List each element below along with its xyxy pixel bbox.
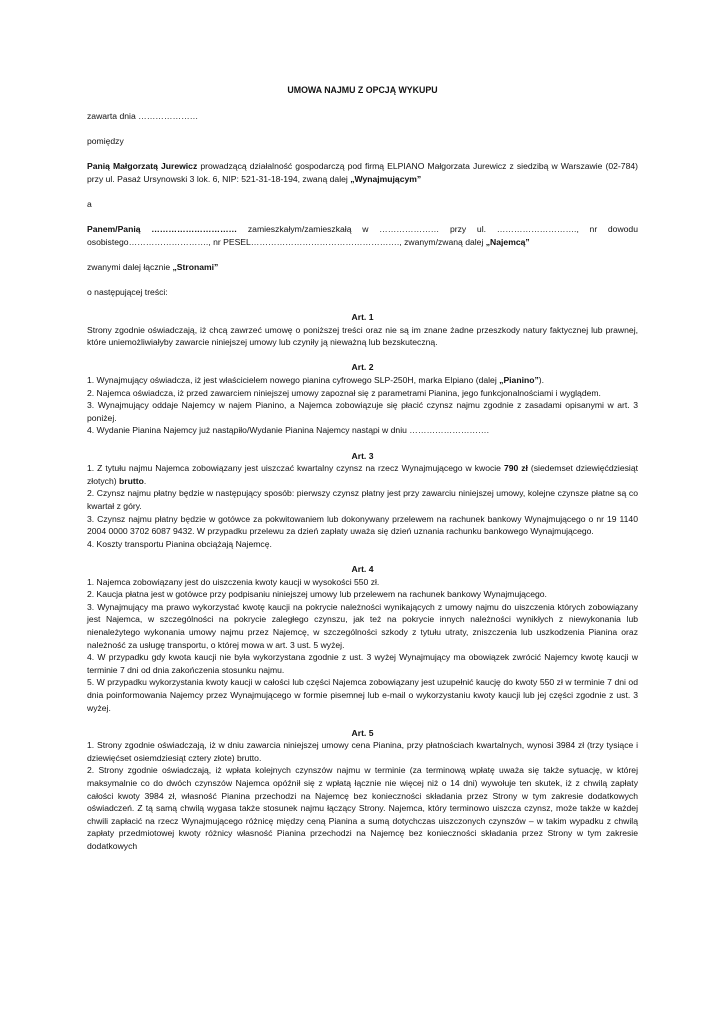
article-2-paragraph-3: 3. Wynajmujący oddaje Najemcy w najem Pianino, a Najemca zobowiązuje się płacić czynsz najmu zgodnie z zasadami opisanymi w art. 3 poniżej. [87,400,638,423]
lessee-details: zamieszkałym/zamieszkałą w ………………… przy ul. ………………………., nr dowodu osobistego………………………., nr PESEL……………………………………………., zwanym/zwaną dalej [87,223,638,247]
lessor-paragraph [87,160,638,185]
lessee-paragraph [87,223,638,248]
parties-prefix: zwanymi dalej łącznie [87,261,173,272]
lessee-alias: „Najemcą” [485,236,530,247]
article-2-heading: Art. 2 [351,362,374,373]
article-5 [87,727,638,853]
lessor-alias: „Wynajmującym” [350,173,422,184]
article-5-paragraph-2: 2. Strony zgodnie oświadczają, iż wpłata kolejnych czynszów najmu w terminie (za terminową wpłatę uważa się także sytuację, w której maksymalnie co do dwóch czynszów Najemca opóźnił się z wpłatą łącznie nie więcej niż o 14 dni) wywołuje ten skutek, iż z chwilą zapłaty całości kwoty 3984 zł, własność Pianina przechodzi na Najemcę bez konieczności składania przez Strony w tym zakresie dodatkowych oświadczeń. Z tą samą chwilą wygasa także stosunek najmu łączący Strony. Najemca, który terminowo uiszcza czynsz, może także w każdej chwili zapłacić na rzecz Wynajmującego różnicę między ceną Pianina a sumą dotychczas uiszczonych czynszów – w takim wypadku z chwilą zapłaty przedmiotowej kwoty różnicy własność Pianina przechodzi na Najemcę bez konieczności składania przez Strony w tym zakresie dodatkowych [87,765,638,852]
article-4-paragraph-3: 3. Wynajmujący ma prawo wykorzystać kwotę kaucji na pokrycie należności wynikających z umowy najmu do uiszczenia których zobowiązany jest Najemca, w szczególności na pokrycie zaległego czynszu, jak też na pokrycie innych należności wynikłych z niewykonania lub nienależytego wykonania umowy najmu przez Najemcę, w szczególności szkody z tytułu utraty, zniszczenia lub uszkodzenia Pianina oraz należność za usługę transportu, o której mowa w art. 3 ust. 5 wyżej. [87,601,638,650]
lessor-name: Panią Małgorzatą Jurewicz [87,160,198,171]
article-2-paragraph-2: 2. Najemca oświadcza, iż przed zawarciem niniejszej umowy zapoznał się z parametrami Pianina, jego funkcjonalnościami i wyglądem. [87,387,601,398]
contract-page [87,84,638,853]
article-4-paragraph-2: 2. Kaucja płatna jest w gotówce przy podpisaniu niniejszej umowy lub przelewem na rachunek bankowy Wynajmującego. [87,589,547,600]
article-2-p1-start: 1. Wynajmujący oświadcza, iż jest właścicielem nowego pianina cyfrowego SLP-250H, marka Elpiano (dalej [87,375,500,386]
article-3-p1-mid: (siedemset dziewięćdziesiąt złotych) [87,463,638,486]
document-title: UMOWA NAJMU Z OPCJĄ WYKUPU [287,85,438,95]
article-5-paragraph-1: 1. Strony zgodnie oświadczają, iż w dniu zawarcia niniejszej umowy cena Pianina, przy płatnościach kwartalnych, wynosi 3984 zł (trzy tysiące i dziewięćset osiemdziesiąt cztery złote) brutto. [87,740,638,763]
article-2-paragraph-1 [87,374,638,387]
article-3-paragraph-1 [87,462,638,487]
rent-amount: 790 zł [503,463,528,474]
parties-alias: „Stronami” [172,261,219,272]
article-4-paragraph-1: 1. Najemca zobowiązany jest do uiszczenia kwoty kaucji w wysokości 550 zł. [87,576,380,587]
article-1-paragraph-1: Strony zgodnie oświadczają, iż chcą zawrzeć umowę o poniższej treści oraz nie są im znane żadne przeszkody natury faktycznej lub prawnej, które uniemożliwiałyby zawarcie niniejszej umowy lub czyniły ją nieważną lub bezskuteczną. [87,324,638,348]
lessee-name: Panem/Panią [87,223,141,234]
article-3-p1-end: . [143,475,147,486]
article-4-paragraph-5: 5. W przypadku wykorzystania kwoty kaucji w całości lub części Najemca zobowiązany jest uzupełnić kaucję do kwoty 550 zł w terminie 7 dni od dnia poinformowania Najemcy przez Wynajmującego w formie pisemnej lub e-mail o wykorzystaniu kwoty kaucji lub jej części zgodnie z ust. 3 wyżej. [87,677,638,713]
lessor-details: prowadzącą działalność gospodarczą pod firmą ELPIANO Małgorzata Jurewicz z siedzibą w Warszawie (02-784) przy ul. Pasaż Ursynowski 3 lok. 6, NIP: 521-31-18-194, zwaną dalej [87,160,638,184]
article-2 [87,361,638,437]
article-3-paragraph-3: 3. Czynsz najmu płatny będzie w gotówce za pokwitowaniem lub dokonywany przelewem na rachunek bankowy Wynajmującego o nr 19 1140 2004 0000 3702 6087 9432. W przypadku przelewu za dzień zapłaty uważa się dzień uznania rachunku bankowego Wynajmującego. [87,513,638,537]
and-label: a [87,198,92,209]
concluded-on: zawarta dnia ………………… [87,110,199,121]
article-1 [87,311,638,349]
pianino-term: „Pianino” [499,375,539,386]
parties-paragraph [87,261,638,274]
article-3-heading: Art. 3 [351,450,374,461]
gross-label: brutto [119,475,144,486]
lessee-name-dots: ………………………… [140,223,238,234]
article-4-heading: Art. 4 [351,563,374,574]
article-3-paragraph-4: 4. Koszty transportu Pianina obciążają Najemcę. [87,538,272,549]
between-label: pomiędzy [87,135,124,146]
following-label: o następującej treści: [87,286,168,297]
article-3-paragraph-2: 2. Czynsz najmu płatny będzie w następujący sposób: pierwszy czynsz płatny jest przy zawarciu niniejszej umowy, kolejne czynsze płatne są co kwartał z góry. [87,488,638,511]
article-5-heading: Art. 5 [351,727,374,738]
article-4 [87,563,638,714]
article-4-paragraph-4: 4. W przypadku gdy kwota kaucji nie była wykorzystana zgodnie z ust. 3 wyżej Wynajmujący ma obowiązek zwrócić Najemcy kwotę kaucji w terminie 7 dni od dnia zakończenia stosunku najmu. [87,652,638,675]
article-3 [87,450,638,551]
article-2-p1-end: ). [538,375,545,386]
article-3-p1-start: 1. Z tytułu najmu Najemca zobowiązany jest uiszczać kwartalny czynsz na rzecz Wynajmującego w kwocie [87,463,504,474]
article-1-heading: Art. 1 [351,312,374,323]
article-2-paragraph-4: 4. Wydanie Pianina Najemcy już nastąpiło/Wydanie Pianina Najemcy nastąpi w dniu ………………………. [87,425,490,436]
